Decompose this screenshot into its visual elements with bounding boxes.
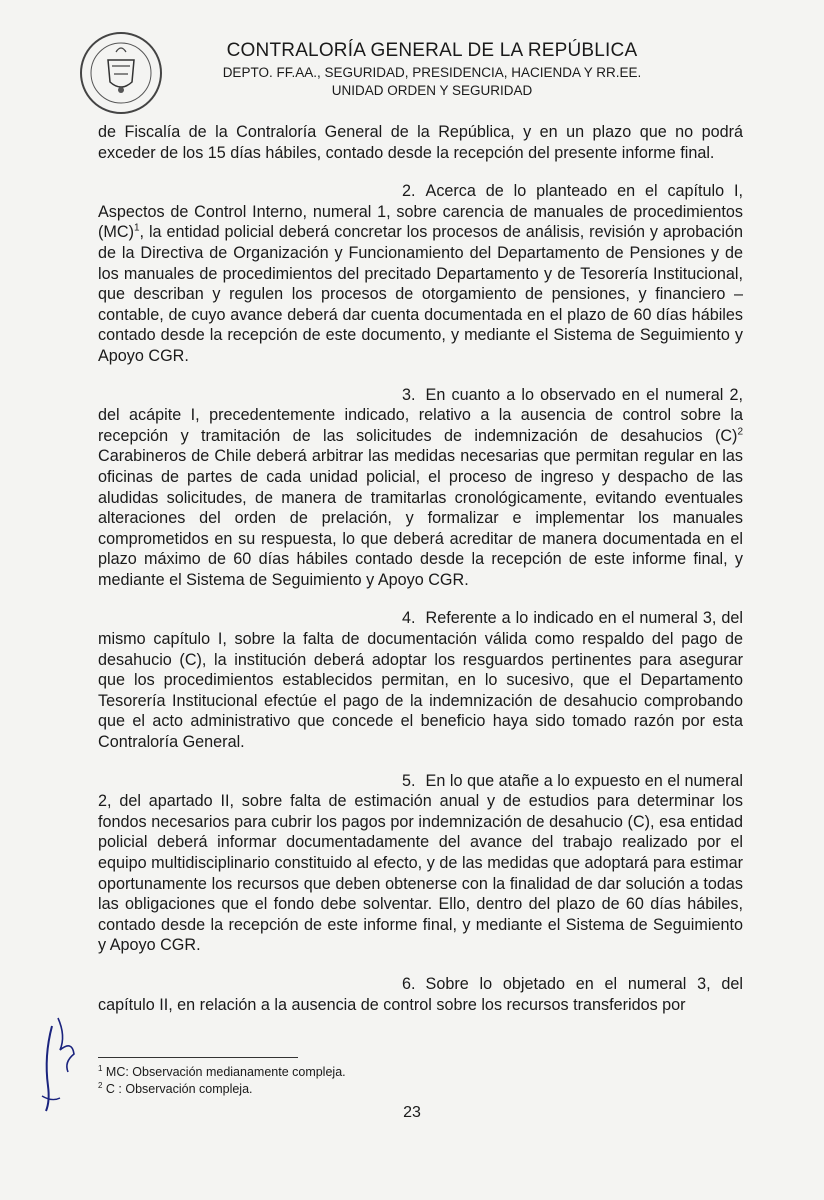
- paragraph-2: 2. Acerca de lo planteado en el capítulo I, Aspectos de Control Interno, numeral 1, sobre carencia de manuales de procedimientos (MC)$^1$, la entidad policial deberá concretar los procesos de análisis, revisión y aprobación de la Directiva de Organización y Funcionamiento del Departamento de Pensiones y de los manuales de procedimientos del precitado Departamento y de Tesorería Institucional, que describan y regulen los procesos de otorgamiento de pensiones, y financiero – contable, de cuyo avance deberá dar cuenta documentada en el plazo de 60 días hábiles contado desde la recepción de este documento, y mediante el Sistema de Seguimiento y Apoyo CGR.: [98, 182, 743, 365]
- department-line: DEPTO. FF.AA., SEGURIDAD, PRESIDENCIA, HACIENDA Y RR.EE.: [222, 65, 642, 80]
- paragraph-number: 5.: [402, 771, 416, 790]
- handwritten-signature: [34, 1006, 86, 1116]
- letterhead: [172, 40, 692, 100]
- paragraph-6: 6. Sobre lo objetado en el numeral 3, del capítulo II, en relación a la ausencia de control sobre los recursos transferidos por: [98, 974, 743, 1014]
- contraloria-seal-icon: [78, 30, 164, 116]
- document-body: [98, 122, 743, 1015]
- footnote-ref: 2: [737, 426, 743, 438]
- page-number: 23: [403, 1104, 421, 1121]
- paragraph-continuation: de Fiscalía de la Contraloría General de la República, y en un plazo que no podrá exceder de los 15 días hábiles, contado desde la recepción del presente informe final.: [98, 123, 743, 162]
- paragraph-number: 6.: [402, 974, 416, 993]
- paragraph-number: 2.: [402, 182, 416, 201]
- footnote-ref: 1: [133, 222, 140, 234]
- paragraph-number: 4.: [402, 609, 416, 628]
- unit-line: UNIDAD ORDEN Y SEGURIDAD: [331, 83, 533, 98]
- footnote-2: $^2$ C : Observación compleja.: [98, 1080, 253, 1096]
- institution-title: CONTRALORÍA GENERAL DE LA REPÚBLICA: [226, 40, 638, 61]
- footnote-separator: [98, 1057, 298, 1058]
- paragraph-number: 3.: [402, 385, 416, 404]
- footnote-1: $^1$ MC: Observación medianamente compleja.: [98, 1063, 346, 1079]
- paragraph-3: 3. En cuanto a lo observado en el numeral 2, del acápite I, precedentemente indicado, relativo a la ausencia de control sobre la recepción y tramitación de las solicitudes de indemnización de desahucios $(C)^2$ Carabineros de Chile deberá arbitrar las medidas necesarias que permitan regular en las oficinas de partes de cada unidad policial, el proceso de ingreso y despacho de las aludidas solicitudes, de manera de tramitarlas cronológicamente, evitando eventuales alteraciones del orden de prelación, y formalizar e implementar los manuales comprometidos en su respuesta, lo que deberá acreditar de manera documentada en el plazo máximo de 60 días hábiles contado desde la recepción de este informe final, y mediante el Sistema de Seguimiento y Apoyo CGR.: [98, 385, 743, 589]
- paragraph-4: 4. Referente a lo indicado en el numeral 3, del mismo capítulo I, sobre la falta de documentación válida como respaldo del pago de desahucio (C), la institución deberá adoptar los resguardos pertinentes para asegurar que los procedimientos establecidos permitan, en lo sucesivo, que el Departamento Tesorería Institucional efectúe el pago de la indemnización de desahucio comprobando que el acto administrativo que concede el beneficio haya sido tomado razón por esta Contraloría General.: [98, 609, 743, 752]
- footnotes: [98, 1064, 346, 1098]
- paragraph-5: 5. En lo que atañe a lo expuesto en el numeral 2, del apartado II, sobre falta de estimación anual y de estudios para determinar los fondos necesarios para cubrir los pagos por indemnización de desahucio (C), esa entidad policial deberá informar documentadamente del avance del trabajo realizado por el equipo multidisciplinario constituido al efecto, y de las medidas que adoptará para estimar oportunamente los recursos que deben obtenerse con la finalidad de dar solución a todas las obligaciones que el fondo debe solventar. Ello, dentro del plazo de 60 días hábiles, contado desde la recepción de este informe final, y mediante el Sistema de Seguimiento y Apoyo CGR.: [98, 771, 743, 955]
